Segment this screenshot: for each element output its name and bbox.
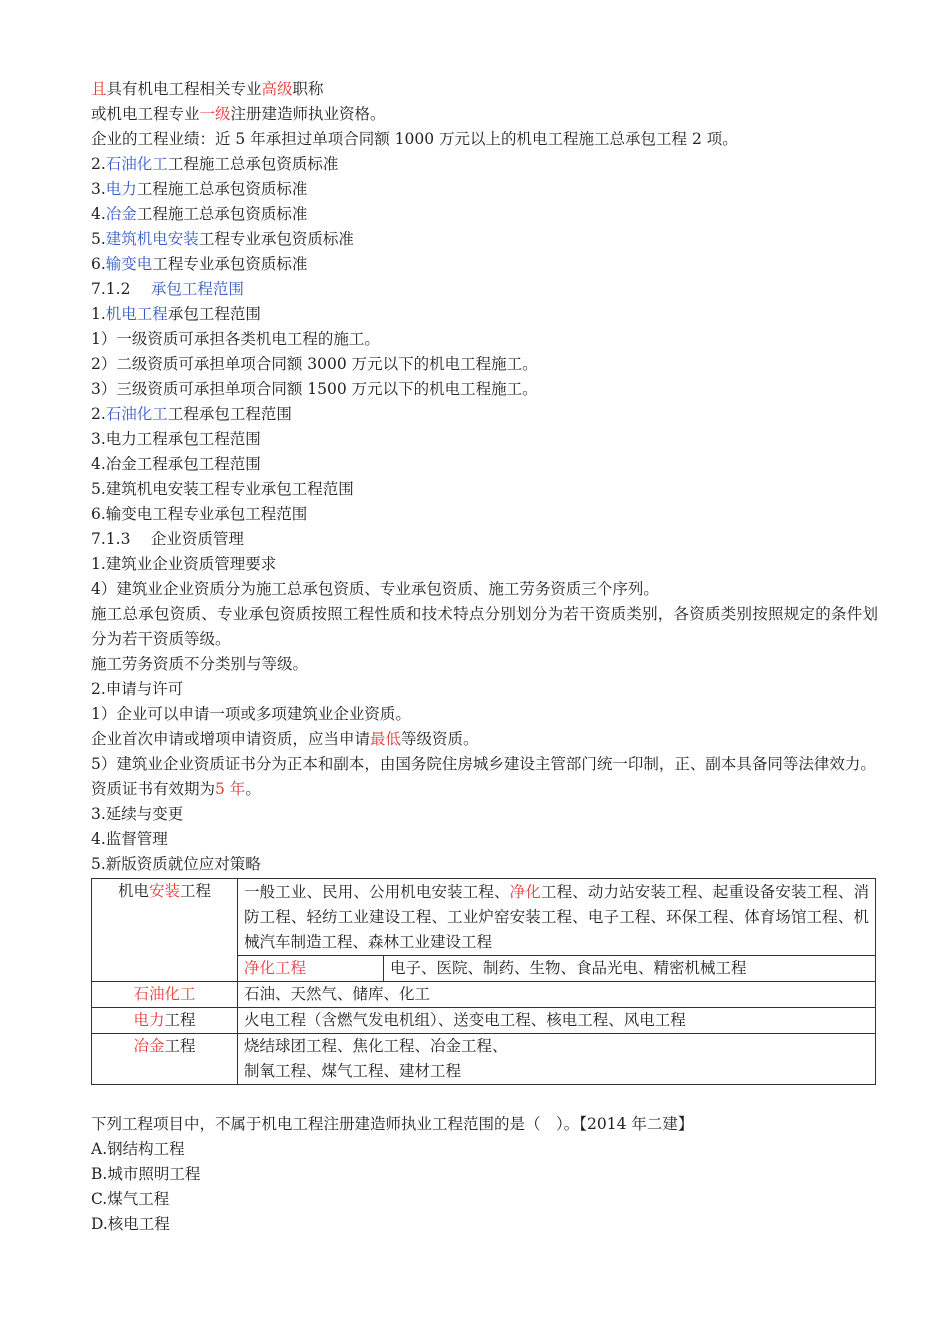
- description-text: [238, 880, 875, 956]
- text-segment: 4.监督管理: [91, 830, 168, 848]
- text-segment: 6.输变电工程专业承包工程范围: [91, 505, 308, 523]
- text-segment: 1.: [91, 305, 106, 323]
- text-line: [91, 852, 878, 877]
- text-line: [91, 452, 878, 477]
- table-row: [92, 1008, 876, 1034]
- text-line: [91, 427, 878, 452]
- text-line: [91, 727, 878, 752]
- text-segment: 工程承包工程范围: [167, 405, 292, 423]
- text-line: [91, 827, 878, 852]
- text-segment: 5）建筑业企业资质证书分为正本和副本，由国务院住房城乡建设主管部门统一印制，正、副本具备同等法律效力。: [91, 755, 876, 773]
- text-line: [91, 402, 878, 427]
- highlight-blue: 电力: [105, 180, 137, 198]
- text-line: [91, 702, 878, 727]
- text-segment: 1）一级资质可承担各类机电工程的施工。: [91, 330, 380, 348]
- text-line: [91, 377, 878, 402]
- category-cell: [92, 1008, 238, 1034]
- text-segment: 1）企业可以申请一项或多项建筑业企业资质。: [91, 705, 411, 723]
- desc-line: 制氧工程、煤气工程、建材工程: [244, 1062, 462, 1080]
- text-segment: 7.1.2: [91, 280, 151, 298]
- question-stem: 下列工程项目中，不属于机电工程注册建造师执业工程范围的是（ ）。【2014 年二建】: [91, 1115, 694, 1133]
- option-d: D.核电工程: [91, 1215, 170, 1233]
- text-segment: 3）三级资质可承担单项合同额 1500 万元以下的机电工程施工。: [91, 380, 538, 398]
- highlight-red: 且: [91, 80, 107, 98]
- text-segment: 2.申请与许可: [91, 680, 184, 698]
- text-line: [91, 577, 878, 602]
- category-text: 工程: [180, 882, 212, 900]
- text-segment: 7.1.3 企业资质管理: [91, 530, 244, 548]
- text-line: [91, 752, 878, 777]
- text-segment: 施工劳务资质不分类别与等级。: [91, 655, 309, 673]
- category-cell: 石油化工: [92, 982, 238, 1008]
- text-line: [91, 552, 878, 577]
- category-text: 工程: [164, 1037, 196, 1055]
- text-line: [91, 277, 878, 302]
- text-line: [91, 127, 878, 152]
- highlight-blue: 承包工程范围: [150, 280, 244, 298]
- highlight-blue: 建筑机电安装: [105, 230, 199, 248]
- text-segment: 职称: [292, 80, 324, 98]
- text-line: [91, 777, 878, 802]
- text-segment: 5.新版资质就位应对策略: [91, 855, 261, 873]
- exam-question: [91, 1112, 878, 1237]
- desc-text: 工程、动力站安装工程、起重设备安装工程、消防工程、轻纺工业建设工程、工业炉窑安装工程、电子工程、环保工程、体育场馆工程、机械汽车制造工程、森林工业建设工程: [244, 883, 869, 951]
- option-b: B.城市照明工程: [91, 1165, 201, 1183]
- text-segment: 1.建筑业企业资质管理要求: [91, 555, 277, 573]
- document-content: [91, 77, 878, 1237]
- text-line: [91, 802, 878, 827]
- sub-category-description: 电子、医院、制药、生物、食品光电、精密机械工程: [384, 956, 876, 982]
- text-segment: 。: [245, 780, 261, 798]
- text-line: [91, 102, 878, 127]
- text-line: [91, 302, 878, 327]
- sub-category-label: 净化工程: [238, 956, 384, 982]
- text-line: [91, 502, 878, 527]
- text-segment: 工程施工总承包资质标准: [167, 155, 339, 173]
- text-segment: 3.电力工程承包工程范围: [91, 430, 261, 448]
- text-segment: 6.: [91, 255, 106, 273]
- text-segment: 3.: [91, 180, 106, 198]
- text-line: [91, 352, 878, 377]
- text-line: [91, 177, 878, 202]
- text-line: [91, 252, 878, 277]
- text-segment: 具有机电工程相关专业: [106, 80, 262, 98]
- text-segment: 资质证书有效期为: [91, 780, 216, 798]
- highlight-red: 5 年: [215, 780, 246, 798]
- text-line: [91, 652, 878, 677]
- description-cell: 火电工程（含燃气发电机组）、送变电工程、核电工程、风电工程: [238, 1008, 876, 1034]
- highlight-red: 高级: [261, 80, 293, 98]
- text-segment: 工程施工总承包资质标准: [136, 180, 308, 198]
- category-highlight: 电力: [133, 1011, 165, 1029]
- text-segment: 工程专业承包资质标准: [152, 255, 308, 273]
- text-line: [91, 152, 878, 177]
- table-row: [92, 1034, 876, 1085]
- text-segment: 等级资质。: [401, 730, 479, 748]
- highlight-blue: 石油化工: [105, 405, 168, 423]
- text-line: [91, 227, 878, 252]
- text-segment: 2.: [91, 155, 106, 173]
- text-segment: 4.冶金工程承包工程范围: [91, 455, 261, 473]
- description-cell: [238, 1034, 876, 1085]
- category-text: 机电: [117, 882, 149, 900]
- text-line: [91, 327, 878, 352]
- description-cell: [238, 879, 876, 982]
- desc-highlight: 净化: [509, 883, 541, 901]
- text-segment: 5.: [91, 230, 106, 248]
- highlight-blue: 石油化工: [105, 155, 168, 173]
- table-row: [92, 982, 876, 1008]
- option-c: C.煤气工程: [91, 1190, 170, 1208]
- text-segment: 施工总承包资质、专业承包资质按照工程性质和技术特点分别划分为若干资质类别，各资质类别按照规定的条件划分为若干资质等级。: [91, 605, 878, 648]
- text-line: [91, 77, 878, 102]
- text-line: [91, 677, 878, 702]
- text-segment: 2.: [91, 405, 106, 423]
- category-highlight: 冶金: [133, 1037, 165, 1055]
- highlight-red: 最低: [370, 730, 402, 748]
- category-cell: [92, 879, 238, 982]
- text-segment: 承包工程范围: [167, 305, 261, 323]
- text-segment: 企业首次申请或增项申请资质，应当申请: [91, 730, 371, 748]
- text-segment: 企业的工程业绩：近 5 年承担过单项合同额 1000 万元以上的机电工程施工总承包工程 2 项。: [91, 130, 738, 148]
- text-segment: 2）二级资质可承担单项合同额 3000 万元以下的机电工程施工。: [91, 355, 538, 373]
- category-cell: [92, 1034, 238, 1085]
- text-segment: 或机电工程专业: [91, 105, 200, 123]
- category-highlight: 安装: [148, 882, 180, 900]
- highlight-blue: 输变电: [105, 255, 153, 273]
- text-lines: [91, 77, 878, 877]
- desc-text: 一般工业、民用、公用机电安装工程、: [244, 883, 510, 901]
- text-segment: 工程专业承包资质标准: [198, 230, 354, 248]
- text-segment: 4.: [91, 205, 106, 223]
- qualification-table: [91, 878, 876, 1085]
- text-segment: 注册建造师执业资格。: [230, 105, 386, 123]
- inner-table: [238, 880, 875, 981]
- text-line: [91, 527, 878, 552]
- text-segment: 4）建筑业企业资质分为施工总承包资质、专业承包资质、施工劳务资质三个序列。: [91, 580, 659, 598]
- desc-line: 烧结球团工程、焦化工程、冶金工程、: [244, 1037, 508, 1055]
- option-a: A.钢结构工程: [91, 1140, 185, 1158]
- text-line: [91, 602, 878, 652]
- text-line: [91, 202, 878, 227]
- text-segment: 3.延续与变更: [91, 805, 184, 823]
- description-cell: 石油、天然气、储库、化工: [238, 982, 876, 1008]
- table-row: [92, 879, 876, 982]
- text-segment: 5.建筑机电安装工程专业承包工程范围: [91, 480, 354, 498]
- text-segment: 工程施工总承包资质标准: [136, 205, 308, 223]
- category-text: 工程: [164, 1011, 196, 1029]
- highlight-blue: 机电工程: [105, 305, 168, 323]
- highlight-red: 一级: [199, 105, 231, 123]
- highlight-blue: 冶金: [105, 205, 137, 223]
- text-line: [91, 477, 878, 502]
